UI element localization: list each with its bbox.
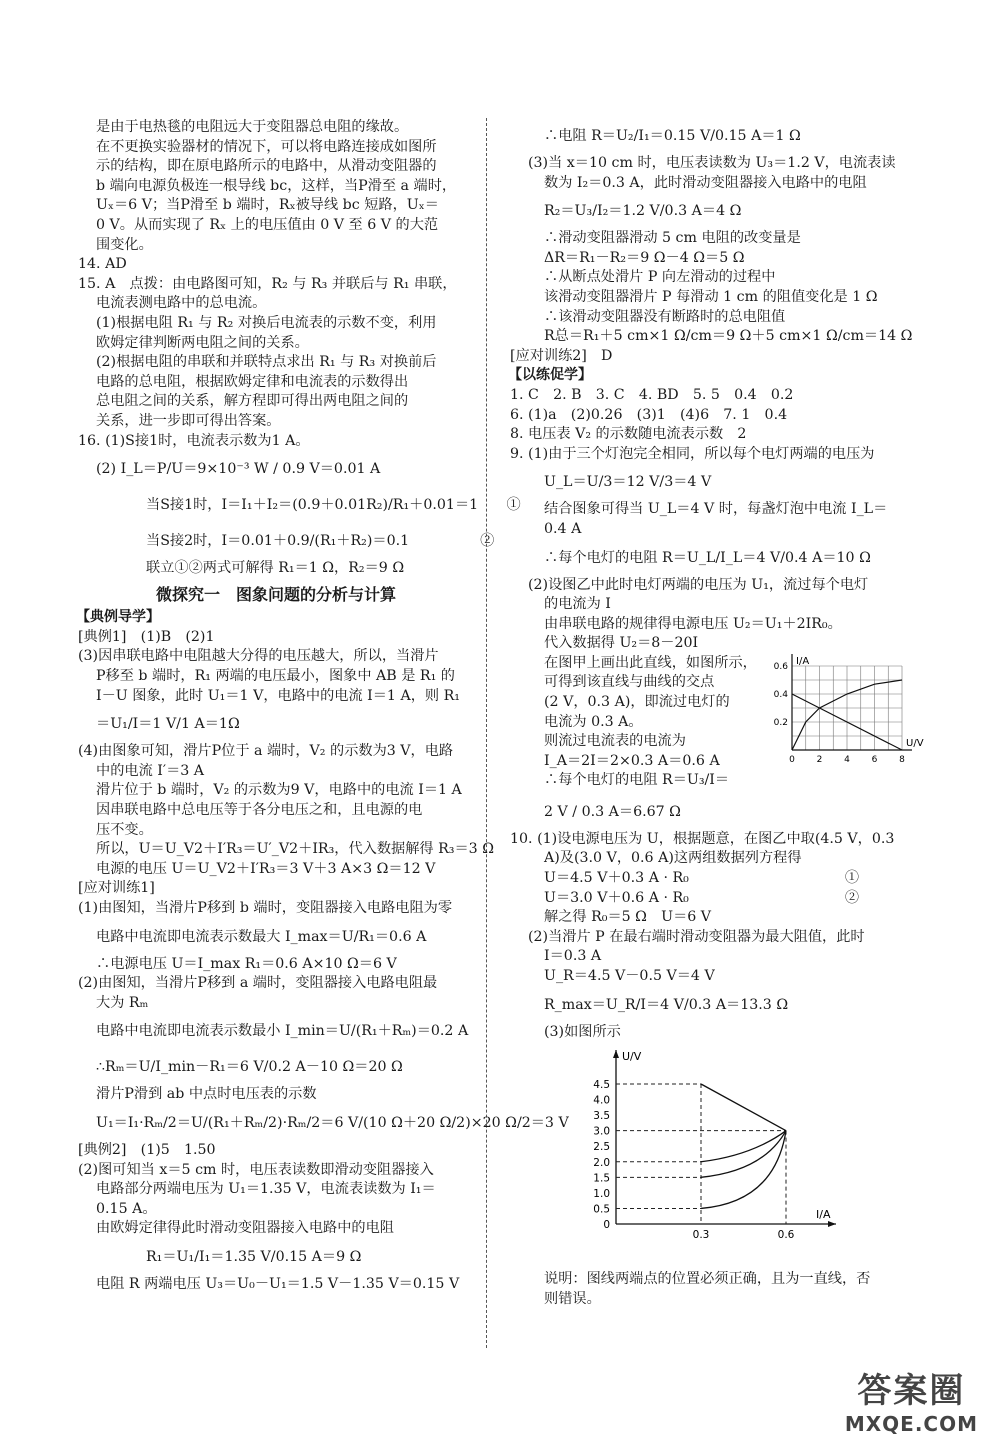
right-top-line: 8. 电压表 V₂ 的示数随电流表示数 2 bbox=[510, 426, 747, 443]
right-column bbox=[508, 118, 928, 1309]
right-mid-line: U_R＝4.5 V－0.5 V＝4 V bbox=[544, 968, 715, 985]
left-line: 滑片P滑到 ab 中点时电压表的示数 bbox=[96, 1086, 317, 1103]
y-tick-label: 1.0 bbox=[593, 1188, 610, 1201]
q9-figure-block bbox=[508, 654, 928, 794]
left-line: 电路中电流即电流表示数最小 I_min＝U/(R₁＋Rₘ)＝0.2 A bbox=[96, 1023, 469, 1040]
x-tick-label: 0 bbox=[789, 754, 795, 765]
right-top-line: 该滑动变阻器滑片 P 每滑动 1 cm 的阻值变化是 1 Ω bbox=[544, 288, 878, 305]
left-line: 围变化。 bbox=[96, 236, 153, 253]
right-mid-line: I＝0.3 A bbox=[544, 948, 602, 965]
series-line bbox=[701, 1084, 786, 1131]
left-line: I－U 图象，此时 U₁＝1 V，电路中的电流 I＝1 A，则 R₁ bbox=[96, 687, 460, 704]
q9-line: 可得到该直线与曲线的交点 bbox=[544, 674, 715, 691]
left-line: (4)由图象可知，滑片P位于 a 端时，V₂ 的示数为3 V，电路 bbox=[78, 743, 454, 760]
right-top-line: ΔR＝R₁－R₂＝9 Ω－4 Ω＝5 Ω bbox=[544, 249, 745, 266]
q9-line: I_A＝2I＝2×0.3 A＝0.6 A bbox=[544, 752, 720, 769]
left-line: 0 V。从而实现了 Rₓ 上的电压值由 0 V 至 6 V 的大范 bbox=[96, 216, 439, 233]
y-tick-label: 0.2 bbox=[773, 717, 788, 728]
right-top-line: R总＝R₁＋5 cm×1 Ω/cm＝9 Ω＋5 cm×1 Ω/cm＝14 Ω bbox=[544, 328, 913, 345]
right-top-line: ∴每个电灯的电阻 R＝U_L/I_L＝4 V/0.4 A＝10 Ω bbox=[544, 549, 871, 566]
iv-chart-small bbox=[770, 650, 924, 768]
note-line-1: 说明：图线两端点的位置必须正确，且为一直线，否 bbox=[544, 1271, 871, 1288]
left-line: (3)因串联电路中电阻越大分得的电压越大，所以，当滑片 bbox=[78, 648, 439, 665]
right-top-line: 的电流为 I bbox=[544, 596, 611, 613]
right-mid-line: R_max＝U_R/I＝4 V/0.3 A＝13.3 Ω bbox=[544, 996, 789, 1013]
y-tick-label: 4.5 bbox=[593, 1079, 610, 1092]
x-axis-label: U/V bbox=[906, 737, 924, 749]
ui-chart-large bbox=[568, 1042, 858, 1270]
left-line: (2)根据电阻的串联和并联特点求出 R₁ 与 R₃ 对换前后 bbox=[96, 354, 437, 371]
q9-line: 在图甲上画出此直线，如图所示， bbox=[544, 654, 757, 671]
right-top-line: 6. (1)a (2)0.26 (3)1 (4)6 7. 1 0.4 bbox=[510, 406, 788, 423]
left-line: 电路部分两端电压为 U₁＝1.35 V，电流表读数为 I₁＝ bbox=[96, 1181, 436, 1198]
left-line: 15. A 点拨：由电路图可知，R₂ 与 R₃ 并联后与 R₁ 串联， bbox=[78, 275, 457, 292]
x-axis-label: I/A bbox=[816, 1208, 831, 1222]
left-line: Uₓ＝6 V；当P滑至 b 端时，Rₓ被导线 bc 短路，Uₓ＝ bbox=[96, 197, 439, 214]
q9-line: (2 V，0.3 A)，即流过电灯的 bbox=[544, 694, 730, 711]
watermark-url: MXQE.COM bbox=[844, 1412, 978, 1436]
y-tick-label: 4.0 bbox=[593, 1094, 610, 1107]
q9-text bbox=[544, 654, 789, 791]
left-line: ＝U₁/I＝1 V/1 A＝1Ω bbox=[96, 716, 240, 733]
right-top-block bbox=[508, 118, 928, 654]
left-line: R₁＝U₁/I₁＝1.35 V/0.15 A＝9 Ω bbox=[146, 1248, 362, 1265]
y-tick-label: 0.4 bbox=[773, 689, 788, 700]
right-mid-block bbox=[508, 794, 928, 1042]
right-top-line: ∴滑动变阻器滑动 5 cm 电阻的改变量是 bbox=[544, 230, 801, 247]
left-line: (1)由图知，当滑片P移到 b 端时，变阻器接入电路电阻为零 bbox=[78, 900, 453, 916]
left-line: U₁＝I₁·Rₘ/2＝U/(R₁＋Rₘ/2)·Rₘ/2＝6 V/(10 Ω＋20 Ω/2)×20 Ω/2＝3 V bbox=[96, 1114, 569, 1131]
x-tick-label: 4 bbox=[844, 754, 850, 765]
left-line: 总电阻之间的关系，解方程即可得出两电阻之间的 bbox=[96, 393, 409, 410]
right-top-line: (3)当 x＝10 cm 时，电压表读数为 U₃＝1.2 V，电流表读 bbox=[528, 155, 896, 171]
right-top-line: (2)设图乙中此时电灯两端的电压为 U₁，流过每个电灯 bbox=[528, 576, 869, 593]
y-tick-label: 0.5 bbox=[593, 1203, 610, 1216]
left-line: 电源的电压 U＝U_V2＋I′R₃＝3 V＋3 A×3 Ω＝12 V bbox=[96, 860, 436, 877]
x-tick-label: 0.3 bbox=[692, 1229, 710, 1242]
x-tick-label: 6 bbox=[871, 754, 878, 765]
right-mid-line: (2)当滑片 P 在最右端时滑动变阻器为最大阻值，此时 bbox=[528, 928, 865, 945]
left-line: [典例1] (1)B (2)1 bbox=[78, 628, 215, 645]
right-top-line: 结合图象可得当 U_L＝4 V 时，每盏灯泡中电流 I_L＝ bbox=[544, 501, 888, 518]
left-line: 当S接2时，I＝0.01＋0.9/(R₁＋R₂)＝0.1 ② bbox=[146, 533, 495, 550]
y-tick-label: 0.6 bbox=[773, 661, 788, 672]
left-line: 中的电流 I′＝3 A bbox=[96, 762, 205, 779]
left-line: 欧姆定律判断两电阻之间的关系。 bbox=[96, 334, 309, 351]
right-mid-line: U＝3.0 V＋0.6 A · R₀ ② bbox=[544, 889, 860, 906]
left-line: [应对训练1] bbox=[78, 880, 155, 897]
left-line: 【典例导学】 bbox=[76, 609, 160, 626]
left-line: 14. AD bbox=[78, 256, 127, 273]
note-line-2: 则错误。 bbox=[544, 1290, 601, 1307]
right-top-line: [应对训练2] D bbox=[510, 347, 613, 364]
right-mid-line: 解之得 R₀＝5 Ω U＝6 V bbox=[544, 909, 712, 926]
x-axis-arrow bbox=[828, 1221, 836, 1227]
left-line: 所以，U＝U_V2＋I′R₃＝U′_V2＋IR₃，代入数据解得 R₃＝3 Ω bbox=[96, 841, 494, 858]
right-top-line: 由串联电路的规律得电源电压 U₂＝U₁＋2IR₀。 bbox=[544, 615, 842, 632]
right-top-line: 代入数据得 U₂＝8－20I bbox=[544, 635, 699, 652]
y-tick-label: 0 bbox=[603, 1219, 610, 1232]
left-line: 大为 Rₘ bbox=[96, 994, 149, 1011]
left-line: 电路中电流即电流表示数最大 I_max＝U/R₁＝0.6 A bbox=[96, 928, 427, 945]
right-top-line: ∴电阻 R＝U₂/I₁＝0.15 V/0.15 A＝1 Ω bbox=[544, 128, 801, 144]
right-mid-line: 2 V / 0.3 A＝6.67 Ω bbox=[544, 803, 681, 820]
right-top-line: ∴该滑动变阻器没有断路时的总电阻值 bbox=[544, 308, 786, 325]
left-line: 滑片位于 b 端时，V₂ 的示数为9 V，电路中的电流 I＝1 A bbox=[96, 782, 462, 799]
right-top-line: U_L＝U/3＝12 V/3＝4 V bbox=[544, 474, 712, 491]
y-tick-label: 2.0 bbox=[593, 1156, 610, 1169]
q10-figure-block bbox=[508, 1042, 928, 1270]
right-top-line: 1. C 2. B 3. C 4. BD 5. 5 0.4 0.2 bbox=[510, 386, 794, 403]
y-axis-label: U/V bbox=[622, 1050, 642, 1064]
watermark-logo bbox=[845, 1363, 978, 1436]
right-top-line: 【以练促学】 bbox=[508, 367, 592, 384]
x-tick-label: 8 bbox=[899, 754, 905, 765]
left-line: 由欧姆定律得此时滑动变阻器接入电路中的电阻 bbox=[96, 1220, 394, 1237]
left-line: 在不更换实验器材的情况下，可以将电路连接成如图所 bbox=[96, 138, 437, 155]
right-top-line: 数为 I₂＝0.3 A，此时滑动变阻器接入电路中的电阻 bbox=[544, 174, 867, 191]
right-top-line: 0.4 A bbox=[544, 520, 582, 537]
left-line: (1)根据电阻 R₁ 与 R₂ 对换后电流表的示数不变，利用 bbox=[96, 314, 437, 331]
left-line: (2)由图知，当滑片P移到 a 端时，变阻器接入电路电阻最 bbox=[78, 975, 438, 992]
left-line: ∴Rₘ＝U/I_min－R₁＝6 V/0.2 A－10 Ω＝20 Ω bbox=[96, 1059, 403, 1076]
left-line: 联立①②两式可解得 R₁＝1 Ω，R₂＝9 Ω bbox=[146, 560, 405, 577]
right-mid-line: A)及(3.0 V，0.6 A)这两组数据列方程得 bbox=[544, 850, 802, 867]
y-tick-label: 3.5 bbox=[593, 1110, 610, 1123]
right-top-line: ∴从断点处滑片 P 向左滑动的过程中 bbox=[544, 269, 776, 286]
y-axis-label: I/A bbox=[796, 655, 810, 667]
q9-line: ∴每个电灯的电阻 R＝U₃/I＝ bbox=[544, 772, 730, 789]
left-line: 微探究一 图象问题的分析与计算 bbox=[155, 584, 396, 604]
left-line: b 端向电源负极连一根导线 bc，这样，当P滑至 a 端时， bbox=[96, 177, 457, 194]
left-line: 0.15 A。 bbox=[96, 1200, 157, 1217]
y-tick-label: 2.5 bbox=[593, 1141, 610, 1154]
series-curve bbox=[701, 1131, 786, 1178]
left-line: ∴电源电压 U＝I_max R₁＝0.6 A×10 Ω＝6 V bbox=[96, 955, 397, 972]
left-line: 当S接1时，I＝I₁＋I₂＝(0.9＋0.01R₂)/R₁＋0.01＝1 ① bbox=[146, 497, 521, 514]
left-line: [典例2] (1)5 1.50 bbox=[78, 1141, 216, 1158]
y-axis-arrow bbox=[613, 1050, 619, 1058]
left-line: (2) I_L＝P/U＝9×10⁻³ W / 0.9 V＝0.01 A bbox=[96, 461, 381, 478]
left-line: 因串联电路中总电压等于各分电压之和，且电源的电 bbox=[96, 802, 423, 819]
series-curve bbox=[701, 1131, 786, 1209]
left-line: 示的结构，即在原电路所示的电路中，从滑动变阻器的 bbox=[96, 158, 437, 175]
left-line: 压不变。 bbox=[96, 821, 153, 838]
q9-line: 则流过电流表的电流为 bbox=[544, 733, 686, 750]
x-tick-label: 2 bbox=[816, 754, 823, 765]
left-line: 是由于电热毯的电阻远大于变阻器总电阻的缘故。 bbox=[96, 119, 409, 135]
left-line: P移至 b 端时，R₁ 两端的电压最小，图象中 AB 是 R₁ 的 bbox=[96, 668, 455, 685]
left-line: 电流表测电路中的总电流。 bbox=[96, 295, 267, 312]
q9-line: 电流为 0.3 A。 bbox=[544, 713, 643, 730]
x-tick-label: 0.6 bbox=[777, 1229, 795, 1242]
series-curve bbox=[701, 1131, 786, 1162]
right-top-line: R₂＝U₃/I₂＝1.2 V/0.3 A＝4 Ω bbox=[544, 203, 742, 220]
right-mid-line: U＝4.5 V＋0.3 A · R₀ ① bbox=[544, 870, 860, 887]
left-line: 电路的总电阻，根据欧姆定律和电流表的示数得出 bbox=[96, 373, 409, 390]
left-line: (2)图可知当 x＝5 cm 时，电压表读数即滑动变阻器接入 bbox=[78, 1161, 434, 1178]
note-block bbox=[508, 1270, 928, 1309]
y-tick-label: 3.0 bbox=[593, 1125, 610, 1138]
right-mid-line: (3)如图所示 bbox=[544, 1023, 621, 1040]
y-tick-label: 1.5 bbox=[593, 1172, 610, 1185]
watermark-text: 答案圈 bbox=[857, 1371, 966, 1411]
left-line: 电阻 R 两端电压 U₃＝U₀－U₁＝1.5 V－1.35 V＝0.15 V bbox=[96, 1275, 460, 1292]
right-mid-line: 10. (1)设电源电压为 U，根据题意，在图乙中取(4.5 V，0.3 bbox=[510, 830, 895, 847]
left-line: 关系，进一步即可得出答案。 bbox=[96, 412, 281, 429]
left-line: 16. (1)S接1时，电流表示数为1 A。 bbox=[78, 432, 310, 449]
column-divider bbox=[486, 118, 488, 1348]
right-top-line: 9. (1)由于三个灯泡完全相同，所以每个电灯两端的电压为 bbox=[510, 445, 875, 462]
